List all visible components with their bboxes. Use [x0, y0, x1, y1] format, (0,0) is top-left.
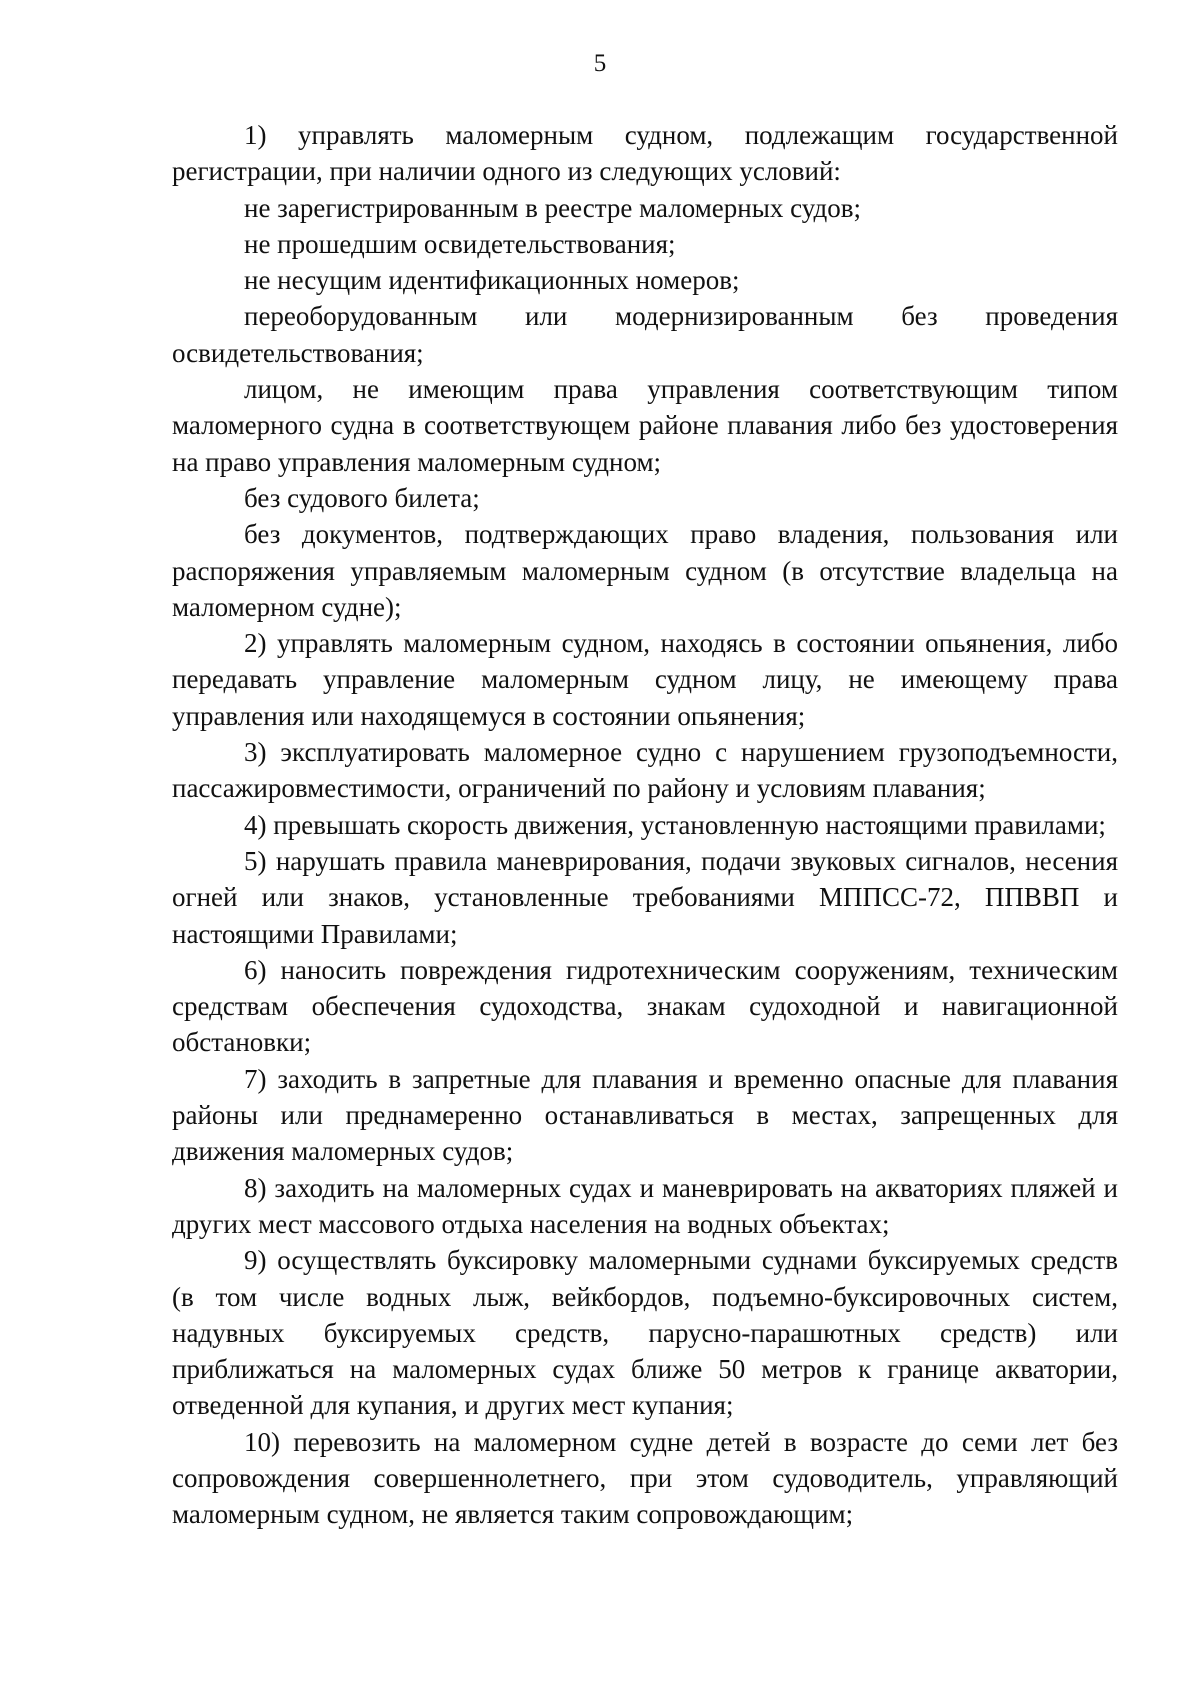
paragraph-item-2: 2) управлять маломерным судном, находясь в состоянии опьянения, либо передавать управление маломерным судном лицу, не имеющему права управления или находящемуся в состоянии опьянения;	[172, 628, 1118, 731]
paragraph-item-6: 6) наносить повреждения гидротехническим сооружениям, техническим средствам обеспечения судоходства, знакам судоходной и навигационной обстановки;	[172, 954, 1118, 1058]
paragraph-item-5: 5) нарушать правила маневрирования, подачи звуковых сигналов, несения огней или знаков, установленные требованиями МППСС-72, ППВВП и настоящими Правилами;	[172, 845, 1118, 949]
paragraph-condition-no-id-numbers: не несущим идентификационных номеров;	[244, 265, 740, 296]
paragraph-item-4: 4) превышать скорость движения, установленную настоящими правилами;	[244, 809, 1106, 840]
paragraph-condition-no-inspection: не прошедшим освидетельствования;	[244, 228, 676, 259]
document-body	[172, 117, 1118, 1533]
paragraph-condition-no-ownership-docs: без документов, подтверждающих право владения, пользования или распоряжения управляемым маломерным судном (в отсутствие владельца на маломерном судне);	[172, 519, 1118, 622]
page-number: 5	[593, 50, 607, 77]
paragraph-condition-no-ship-ticket: без судового билета;	[244, 482, 480, 513]
paragraph-condition-unlicensed-person: лицом, не имеющим права управления соответствующим типом маломерного судна в соответствующем районе плавания либо без удостоверения на право управления маломерным судном;	[172, 374, 1118, 477]
paragraph-item-9: 9) осуществлять буксировку маломерными суднами буксируемых средств (в том числе водных лыж, вейкбордов, подъемно-буксировочных систем, надувных буксируемых средств, парусно-парашютных средств) или приближаться на маломерных судах ближе 50 метров к границе акватории, отведенной для купания, и других мест купания;	[172, 1245, 1118, 1421]
paragraph-condition-not-registered: не зарегистрированным в реестре маломерных судов;	[244, 192, 862, 223]
paragraph-item-1: 1) управлять маломерным судном, подлежащим государственной регистрации, при наличии одного из следующих условий:	[172, 120, 1118, 187]
paragraph-item-7: 7) заходить в запретные для плавания и временно опасные для плавания районы или преднамеренно останавливаться в местах, запрещенных для движения маломерных судов;	[172, 1063, 1118, 1167]
paragraph-item-3: 3) эксплуатировать маломерное судно с нарушением грузоподъемности, пассажировместимости, ограничений по району и условиям плавания;	[172, 737, 1118, 804]
paragraph-condition-modified: переоборудованным или модернизированным без проведения освидетельствования;	[172, 301, 1118, 368]
paragraph-item-8: 8) заходить на маломерных судах и маневрировать на акваториях пляжей и других мест массового отдыха населения на водных объектах;	[172, 1172, 1118, 1239]
paragraph-item-10: 10) перевозить на маломерном судне детей в возрасте до семи лет без сопровождения совершеннолетнего, при этом судоводитель, управляющий маломерным судном, не является таким сопровождающим;	[172, 1426, 1118, 1530]
